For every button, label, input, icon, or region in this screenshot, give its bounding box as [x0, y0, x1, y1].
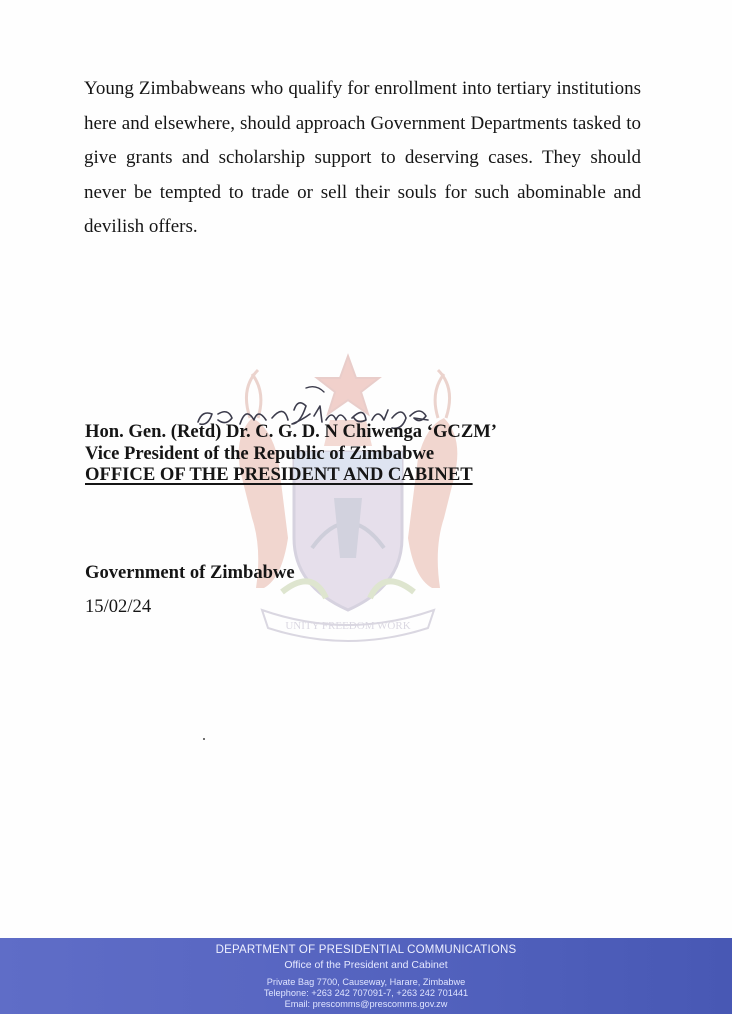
- government-name: Government of Zimbabwe: [85, 562, 295, 583]
- signatory-title: Vice President of the Republic of Zimbabwe: [85, 442, 435, 464]
- signature-block: [85, 421, 497, 486]
- footer-band: [0, 938, 732, 1014]
- footer-department: DEPARTMENT OF PRESIDENTIAL COMMUNICATIONS: [215, 944, 517, 956]
- footer-office: Office of the President and Cabinet: [284, 959, 448, 971]
- footer-email: Email: prescomms@prescomms.gov.zw: [284, 999, 448, 1009]
- body-paragraph: Young Zimbabweans who qualify for enrollment into tertiary institutions here and elsewhere, should approach Government Departments tasked to give grants and scholarship support to deserving cases. They should never be tempted to trade or sell their souls for such abominable and devilish offers.: [84, 78, 641, 238]
- footer-telephone: Telephone: +263 242 707091-7, +263 242 701441: [263, 988, 469, 998]
- closing-block: [85, 560, 295, 620]
- letter-date: 15/02/24: [85, 596, 152, 617]
- motto-text: UNITY FREEDOM WORK: [285, 620, 411, 632]
- footer-address: Private Bag 7700, Causeway, Harare, Zimbabwe: [266, 977, 466, 987]
- scan-speck: [203, 738, 205, 740]
- office-name: OFFICE OF THE PRESIDENT AND CABINET: [85, 464, 473, 485]
- signatory-name: Hon. Gen. (Retd) Dr. C. G. D. N Chiwenga ‘GCZM’: [85, 421, 497, 442]
